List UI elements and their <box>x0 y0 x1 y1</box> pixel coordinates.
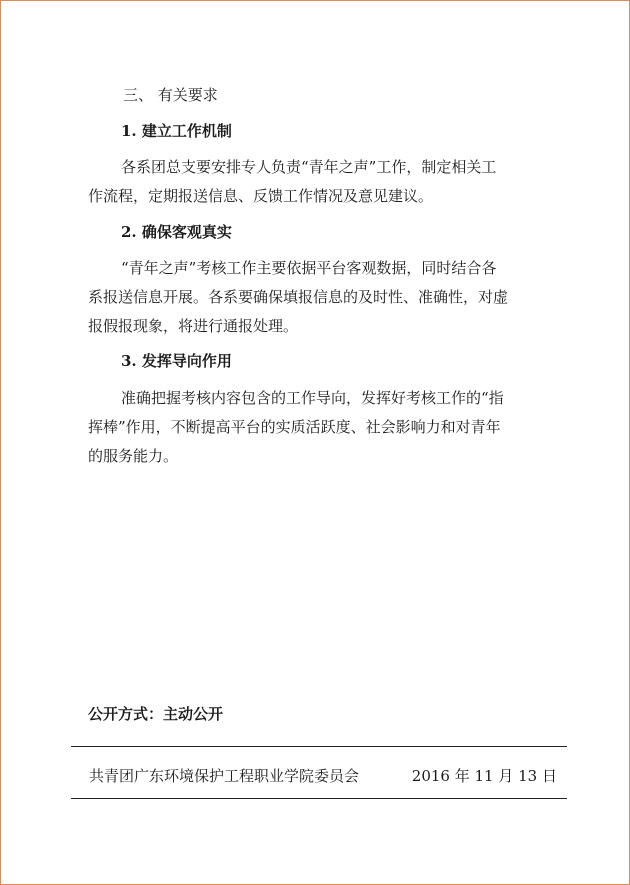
item-3-line-2: 挥棒”作用，不断提高平台的实质活跃度、社会影响力和对青年 <box>88 418 501 436</box>
item-3-line-1: 准确把握考核内容包含的工作导向，发挥好考核工作的“指 <box>121 389 504 407</box>
item-2-heading: 2. 确保客观真实 <box>121 223 232 241</box>
item-2-line-1: “青年之声”考核工作主要依据平台客观数据，同时结合各 <box>121 259 497 277</box>
footer-bottom-rule <box>71 798 567 799</box>
item-2-line-3: 报假报现象，将进行通报处理。 <box>88 317 299 335</box>
disclosure-method: 公开方式：主动公开 <box>88 705 224 723</box>
footer-date: 2016 年 11 月 13 日 <box>411 767 557 785</box>
footer-organization: 共青团广东环境保护工程职业学院委员会 <box>89 767 360 785</box>
item-1-heading: 1. 建立工作机制 <box>121 122 232 140</box>
item-1-line-1: 各系团总支要安排专人负责“青年之声”工作，制定相关工 <box>121 158 497 176</box>
section-title: 三、 有关要求 <box>123 86 218 104</box>
item-3-line-3: 的服务能力。 <box>88 447 179 465</box>
item-1-line-2: 作流程，定期报送信息、反馈工作情况及意见建议。 <box>88 187 434 205</box>
footer-top-rule <box>71 746 567 747</box>
item-3-heading: 3. 发挥导向作用 <box>121 352 232 370</box>
item-2-line-2: 系报送信息开展。各系要确保填报信息的及时性、准确性，对虚 <box>88 288 509 306</box>
